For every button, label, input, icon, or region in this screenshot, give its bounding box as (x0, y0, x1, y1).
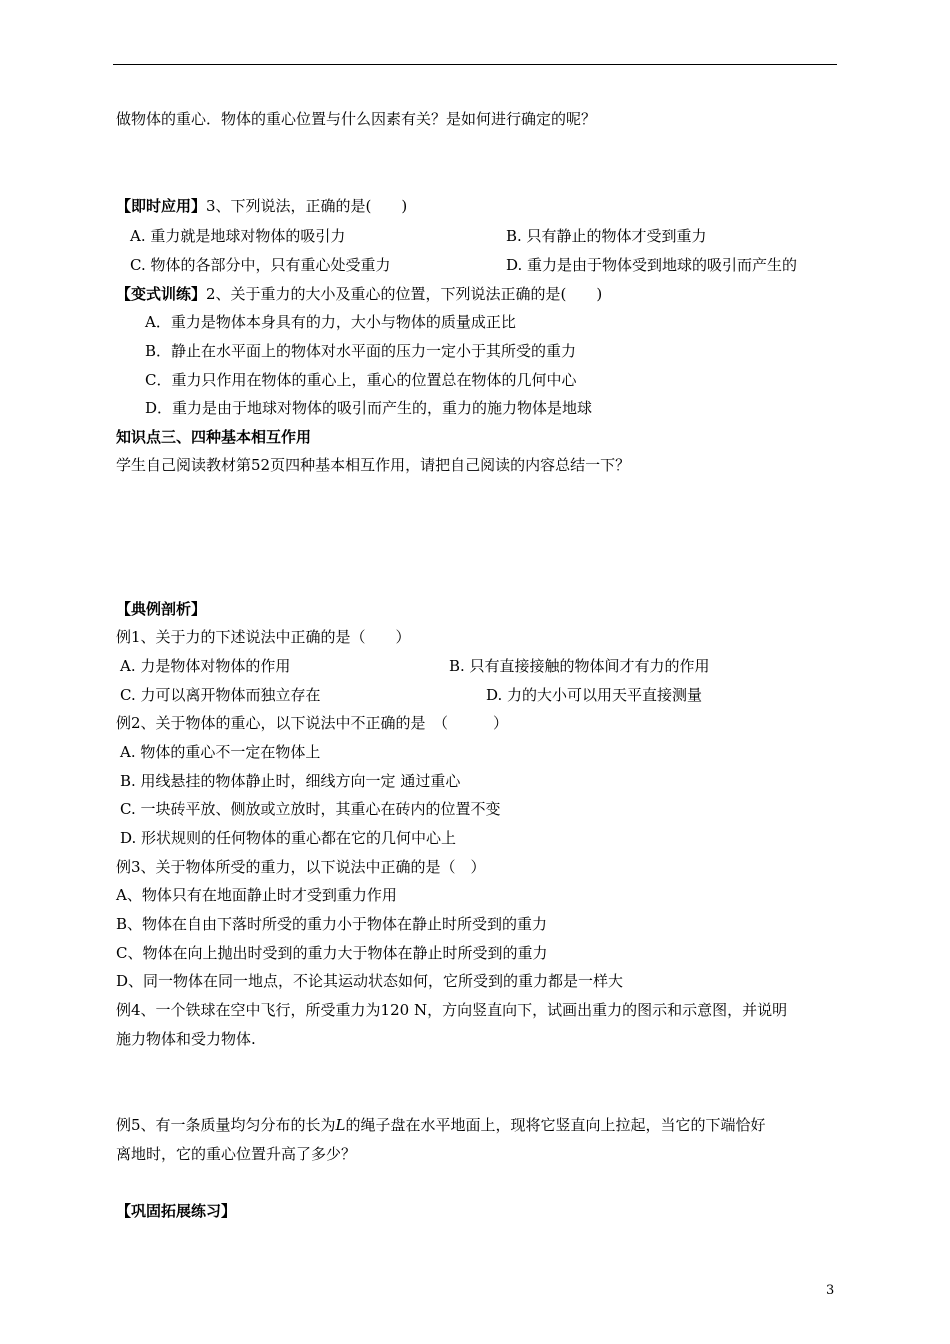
ex4-line1: 例4、一个铁球在空中飞行，所受重力为120 N，方向竖直向下，试画出重力的图示和示意图，并说明 (116, 1001, 788, 1019)
v2-option-d: D．重力是由于地球对物体的吸引而产生的，重力的施力物体是地球 (145, 399, 593, 417)
q3-stem-text: 3、下列说法，正确的是( ) (206, 197, 408, 215)
kp3-text: 学生自己阅读教材第52页四种基本相互作用，请把自己阅读的内容总结一下？ (116, 456, 631, 474)
q3-stem (116, 196, 407, 216)
ex3-option-d: D、同一物体在同一地点，不论其运动状态如何，它所受到的重力都是一样大 (116, 972, 624, 990)
q3-option-b: B. 只有静止的物体才受到重力 (506, 227, 707, 245)
examples-title: 【典例剖析】 (116, 600, 207, 618)
q3-option-d: D. 重力是由于物体受到地球的吸引而产生的 (506, 256, 798, 274)
ex1-stem: 例1、关于力的下述说法中正确的是（ ） (116, 628, 411, 646)
ex3-option-b: B、物体在自由下落时所受的重力小于物体在静止时所受到的重力 (116, 915, 548, 933)
v2-option-c: C．重力只作用在物体的重心上，重心的位置总在物体的几何中心 (145, 371, 577, 389)
v2-option-a: A．重力是物体本身具有的力，大小与物体的质量成正比 (145, 313, 516, 331)
consolidate-title: 【巩固拓展练习】 (116, 1202, 237, 1220)
ex2-option-c: C. 一块砖平放、侧放或立放时，其重心在砖内的位置不变 (120, 800, 501, 818)
v2-stem (116, 284, 602, 304)
ex5-pre: 例5、有一条质量均匀分布的长为 (116, 1116, 336, 1134)
ex2-option-a: A. 物体的重心不一定在物体上 (120, 743, 321, 761)
q3-option-a: A. 重力就是地球对物体的吸引力 (130, 227, 346, 245)
ex1-option-b: B. 只有直接接触的物体间才有力的作用 (449, 657, 710, 675)
q3-tag: 【即时应用】 (116, 197, 207, 215)
v2-tag: 【变式训练】 (116, 285, 207, 303)
ex5-post: 的绳子盘在水平地面上，现将它竖直向上拉起，当它的下端恰好 (345, 1116, 766, 1134)
q3-option-c: C. 物体的各部分中，只有重心处受重力 (130, 256, 391, 274)
ex2-stem: 例2、关于物体的重心，以下说法中不正确的是 （ ） (116, 714, 509, 732)
ex5-var: L (335, 1116, 346, 1134)
ex2-option-d: D. 形状规则的任何物体的重心都在它的几何中心上 (120, 829, 457, 847)
ex4-line2: 施力物体和受力物体. (116, 1030, 256, 1048)
ex5-line2: 离地时，它的重心位置升高了多少？ (116, 1145, 357, 1163)
header-rule (113, 64, 837, 65)
ex1-option-a: A. 力是物体对物体的作用 (120, 657, 291, 675)
ex3-stem: 例3、关于物体所受的重力，以下说法中正确的是（ ） (116, 858, 486, 876)
ex2-option-b: B. 用线悬挂的物体静止时，细线方向一定 通过重心 (120, 772, 461, 790)
page-number: 3 (826, 1283, 835, 1298)
ex1-option-d: D. 力的大小可以用天平直接测量 (486, 686, 703, 704)
v2-option-b: B．静止在水平面上的物体对水平面的压力一定小于其所受的重力 (145, 342, 577, 360)
intro-text: 做物体的重心．物体的重心位置与什么因素有关？是如何进行确定的呢？ (116, 110, 597, 128)
ex3-option-c: C、物体在向上抛出时受到的重力大于物体在静止时所受到的重力 (116, 944, 548, 962)
ex5-line1 (116, 1115, 766, 1135)
v2-stem-text: 2、关于重力的大小及重心的位置，下列说法正确的是( ) (206, 285, 603, 303)
ex1-option-c: C. 力可以离开物体而独立存在 (120, 686, 321, 704)
ex3-option-a: A、物体只有在地面静止时才受到重力作用 (116, 886, 397, 904)
kp3-title: 知识点三、四种基本相互作用 (116, 428, 312, 446)
